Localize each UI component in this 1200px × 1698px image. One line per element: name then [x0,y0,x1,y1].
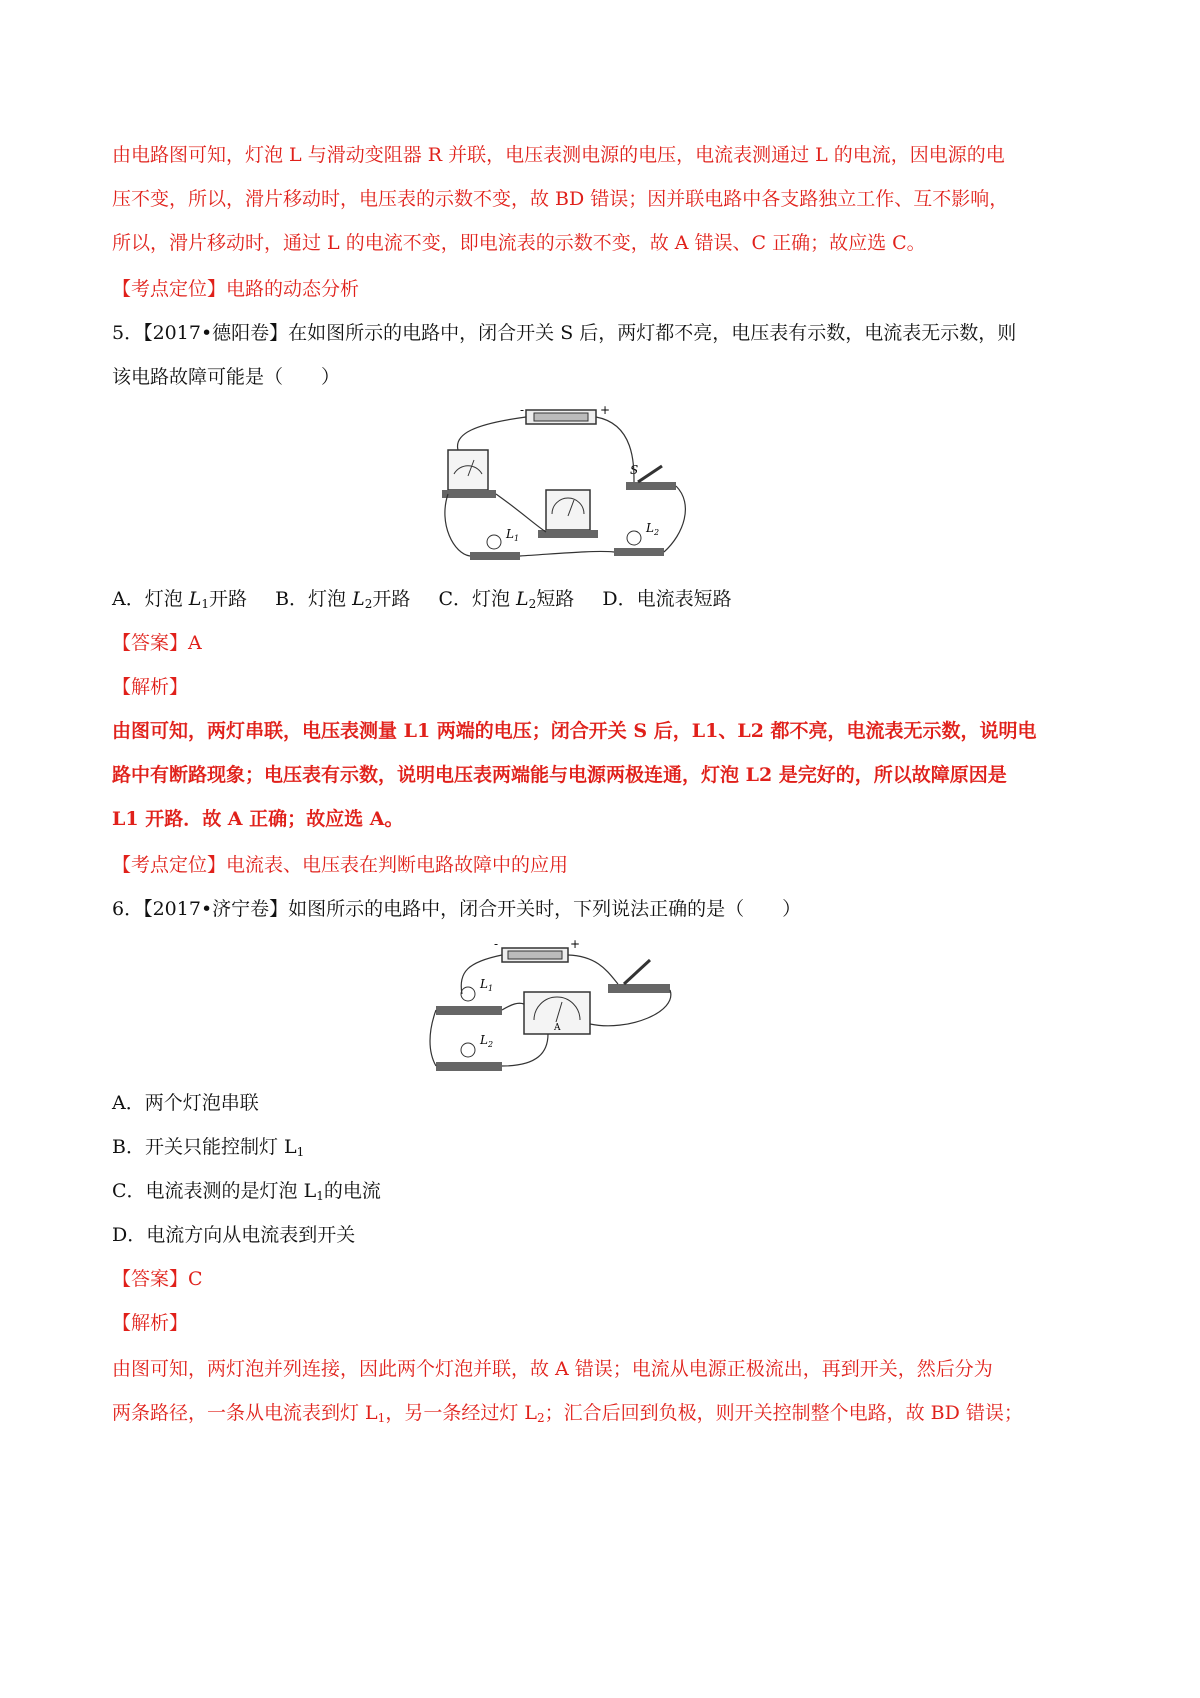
q5-switch-label: S [630,463,639,477]
q6-lamp-l1-base [436,1006,502,1015]
q6-stem: 6．【2017•济宁卷】如图所示的电路中，闭合开关时，下列说法正确的是（ ） [112,898,802,920]
q6-lamp-l2-base [436,1062,502,1071]
q6-wire-2 [568,955,618,984]
q5-kaodian [112,852,568,878]
q5-stem-line-2: 该电路故障可能是（ ） [112,366,341,388]
q5-analysis-line-1: 由图可知，两灯串联，电压表测量 L1 两端的电压；闭合开关 S 后，L1、L2 都不亮，电流表无示数，说明电 [112,720,1037,742]
q5-wire-2 [596,417,634,482]
q6-analysis-line-1: 由图可知，两灯泡并列连接，因此两个灯泡并联，故 A 错误；电流从电源正极流出，再到开关，然后分为 [112,1358,993,1380]
q5-option-b: B．灯泡 $L_2$开路 [275,588,411,611]
q6-switch-base [608,984,670,993]
q5-switch-lever [638,466,662,482]
q5-switch-base [626,482,676,490]
q6-switch-lever [624,960,650,984]
q5-battery-cell [534,413,588,421]
q4-kaodian-text: 电路的动态分析 [226,278,360,300]
q6-battery-cell [508,951,562,959]
q5-lamp-l2-label: $L_2$ [646,521,660,537]
q5-voltmeter [448,450,488,490]
q4-analysis-line-1: 由电路图可知，灯泡 L 与滑动变阻器 R 并联，电压表测电源的电压，电流表测通过 L 的电流，因电源的电 [112,144,1005,166]
q6-option-a: A．两个灯泡串联 [112,1092,259,1114]
q6-option-d: D．电流方向从电流表到开关 [112,1224,356,1246]
q5-kaodian-label: 【考点定位】 [112,854,227,876]
q6-battery-plus: + [570,937,581,951]
q6-battery-minus: - [494,937,499,951]
q6-answer-value: C [188,1268,203,1290]
q5-options [112,586,754,617]
q6-lamp-l1 [461,987,475,1001]
q5-answer [112,630,202,656]
q4-analysis-line-2: 压不变，所以，滑片移动时，电压表的示数不变，故 BD 错误；因并联电路中各支路独立工作、互不影响， [112,188,1009,210]
q6-circuit-figure [428,932,686,1080]
q5-lamp-l1-label: $L_1$ [506,527,520,543]
q4-kaodian [112,276,359,302]
q6-ammeter-label: A [554,1023,561,1033]
q5-option-c: C．灯泡 $L_2$短路 [438,588,575,611]
q5-lamp-l2 [627,531,641,545]
q6-option-b: B．开关只能控制灯 $L_1$ [112,1136,305,1159]
q5-stem-line-1: 5．【2017•德阳卷】在如图所示的电路中，闭合开关 S 后，两灯都不亮，电压表有示数，电流表无示数，则 [112,322,1017,344]
q6-lamp-l2 [461,1043,475,1057]
q5-battery-plus: + [600,404,611,417]
q4-analysis-line-3: 所以，滑片移动时，通过 L 的电流不变，即电流表的示数不变，故 A 错误、C 正确；故应选 C。 [112,232,926,254]
q5-analysis-line-3: L1 开路．故 A 正确；故应选 A。 [112,808,404,830]
q5-wire-4 [520,551,614,556]
q6-lamp-l1-label: $L_1$ [480,977,494,993]
q5-battery-minus: - [520,404,525,417]
q5-answer-value: A [188,632,202,654]
q6-answer-label: 【答案】 [112,1268,189,1290]
q6-option-c: C．电流表测的是灯泡 $L_1$的电流 [112,1180,381,1203]
q5-analysis-line-2: 路中有断路现象；电压表有示数，说明电压表两端能与电源两极连通，灯泡 L2 是完好的，所以故障原因是 [112,764,1007,786]
q5-circuit-figure [434,404,702,572]
q5-ammeter-base [538,530,598,538]
q6-answer [112,1266,203,1292]
q6-wire-4 [502,1003,524,1010]
q5-voltmeter-base [442,490,496,498]
q5-answer-label: 【答案】 [112,632,189,654]
q5-wire-5 [445,494,470,556]
q5-lamp-l2-base [614,548,664,556]
q5-lamp-l1-base [470,552,520,560]
q6-wire-5 [502,1034,548,1066]
q6-analysis-line-2: 两条路径，一条从电流表到灯 $L_1$，另一条经过灯 $L_2$；汇合后回到负极，则开关控制整个电路，故 BD 错误； [112,1402,1023,1425]
q5-option-d: D．电流表短路 [602,588,732,610]
q5-lamp-l1 [487,535,501,549]
q6-lamp-l2-label: $L_2$ [480,1033,494,1049]
q6-wire-6 [430,1010,436,1066]
q6-analysis-label: 【解析】 [112,1312,189,1334]
q5-wire-6 [496,494,546,532]
q5-option-a: A．灯泡 $L_1$开路 [112,588,248,611]
q5-kaodian-text: 电流表、电压表在判断电路故障中的应用 [226,854,569,876]
q5-analysis-label: 【解析】 [112,676,189,698]
q4-kaodian-label: 【考点定位】 [112,278,227,300]
q5-wire-3 [664,486,685,552]
q5-wire-1 [458,417,526,450]
q6-wire-3 [590,990,671,1026]
